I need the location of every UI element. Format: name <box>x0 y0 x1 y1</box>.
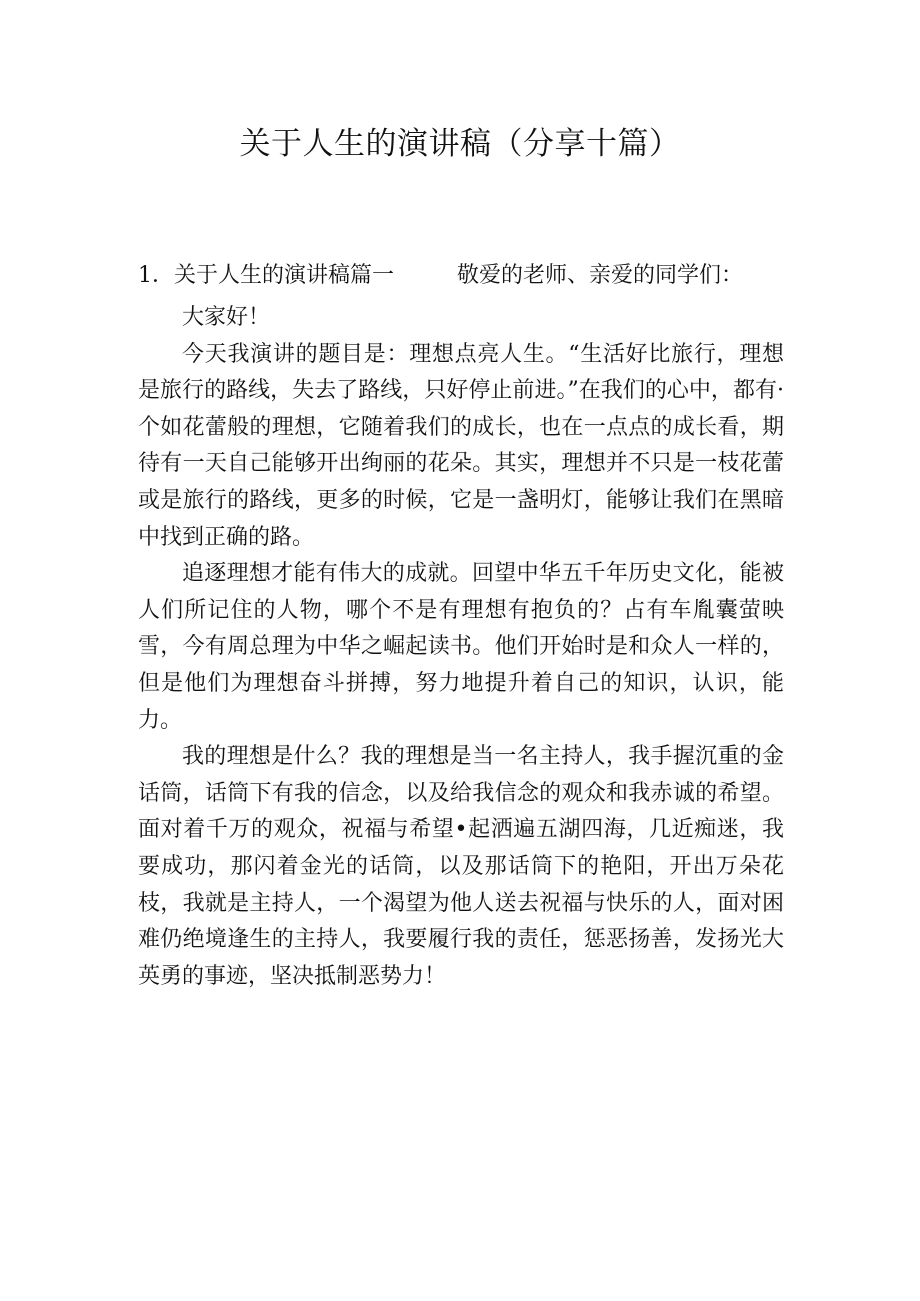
speech-body <box>138 300 784 995</box>
paragraph: 我的理想是什么？我的理想是当一名主持人，我手握沉重的金话筒，话筒下有我的信念，以及给我信念的观众和我赤诚的希望。面对着千万的观众，祝福与希望•起洒遍五湖四海，几近痴迷，我要成功，那闪着金光的话筒，以及那话筒下的艳阳，开出万朵花枝，我就是主持人，一个渴望为他人送去祝福与快乐的人，面对困难仍绝境逢生的主持人，我要履行我的责任，惩恶扬善，发扬光大英勇的事迹，坚决抵制恶势力！ <box>138 744 784 989</box>
section-title: 1．关于人生的演讲稿篇一 <box>138 263 394 288</box>
paragraph: 追逐理想才能有伟大的成就。回望中华五千年历史文化，能被人们所记住的人物，哪个不是有理想有抱负的？占有车胤囊萤映雪，今有周总理为中华之崛起读书。他们开始时是和众人一样的，但是他们为理想奋斗拼搏，努力地提升着自己的知识，认识，能力。 <box>138 561 784 733</box>
salutation: 敬爱的老师、亲爱的同学们： <box>457 263 744 288</box>
paragraph-greeting: 大家好！ <box>182 305 271 330</box>
document-title: 关于人生的演讲稿（分享十篇） <box>239 126 681 162</box>
section-heading <box>138 258 743 289</box>
paragraph: 今天我演讲的题目是：理想点亮人生。“生活好比旅行，理想是旅行的路线，失去了路线，只好停止前进。”在我们的心中，都有·个如花蕾般的理想，它随着我们的成长，也在一点点的成长看，期待有一天自己能够开出绚丽的花朵。其实，理想并不只是一枝花蕾或是旅行的路线，更多的时候，它是一盏明灯，能够让我们在黑暗中找到正确的路。 <box>138 341 784 550</box>
